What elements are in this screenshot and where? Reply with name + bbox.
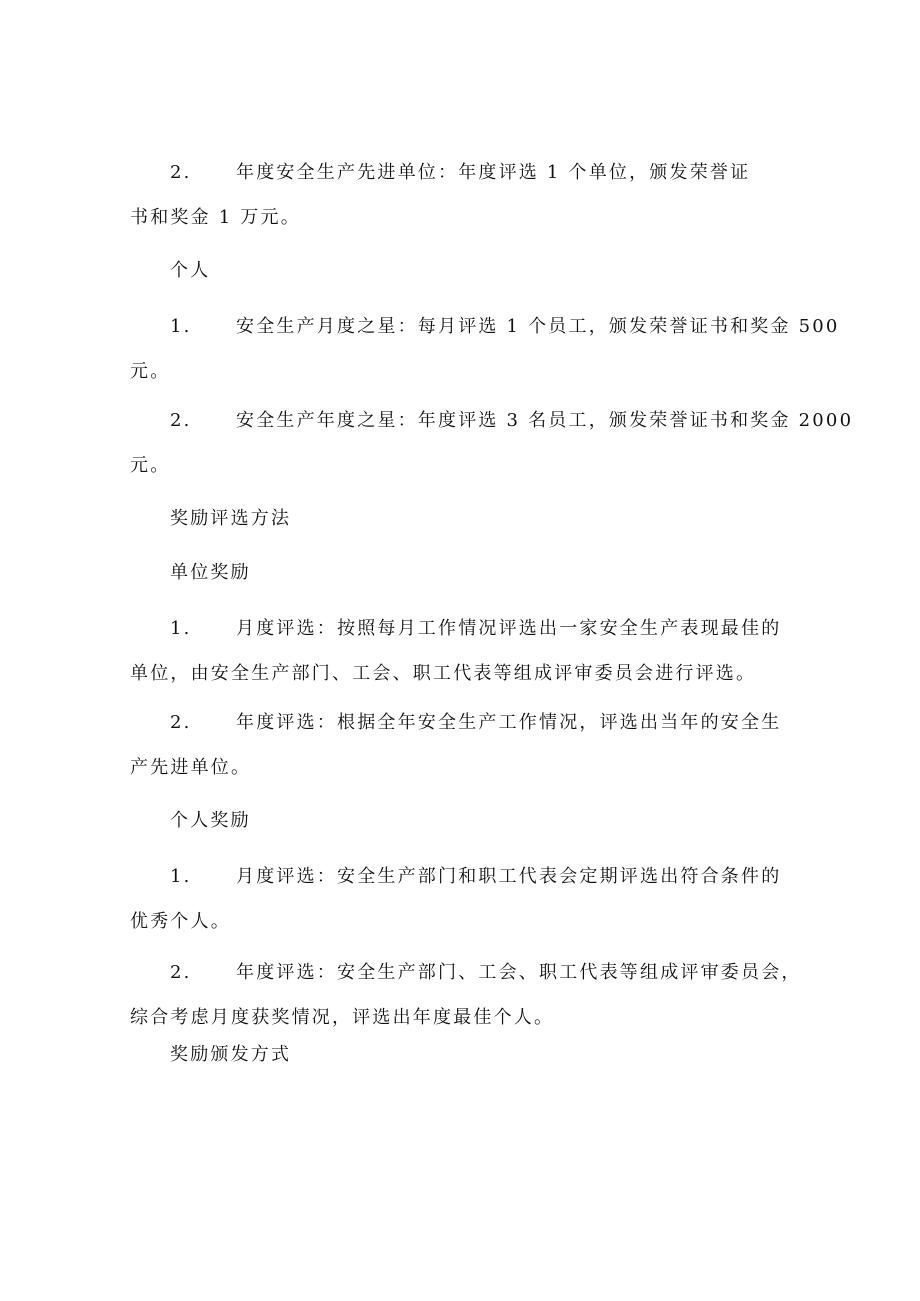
paragraph-line: 元。	[130, 361, 171, 382]
item-text: 月度评选：安全生产部门和职工代表会定期评选出符合条件的	[236, 866, 782, 887]
indiv-award-1	[130, 304, 840, 394]
item-number: 1.	[170, 316, 192, 337]
item-text: 安全生产月度之星：每月评选 1 个员工，颁发荣誉证书和奖金 500	[236, 316, 840, 337]
paragraph-line: 优秀个人。	[130, 911, 231, 932]
heading-personal-award: 个人奖励	[170, 810, 251, 831]
heading-award-issuance: 奖励颁发方式	[170, 1044, 292, 1065]
unit-award-2	[130, 150, 790, 240]
paragraph-line	[130, 854, 790, 899]
indiv-award-2	[130, 398, 854, 488]
paragraph-line	[130, 606, 790, 651]
item-number: 2.	[170, 962, 192, 983]
item-number: 2.	[170, 712, 192, 733]
item-text: 安全生产年度之星：年度评选 3 名员工，颁发荣誉证书和奖金 2000	[236, 410, 854, 431]
item-number: 2.	[170, 162, 192, 183]
paragraph-line: 书和奖金 1 万元。	[130, 207, 301, 228]
item-text: 月度评选：按照每月工作情况评选出一家安全生产表现最佳的	[236, 618, 782, 639]
heading-individual: 个人	[170, 260, 211, 281]
paragraph-line: 单位，由安全生产部门、工会、职工代表等组成评审委员会进行评选。	[130, 663, 757, 684]
item-number: 1.	[170, 618, 192, 639]
paragraph-line	[130, 950, 802, 995]
paragraph-line	[130, 398, 854, 443]
paragraph-line: 元。	[130, 455, 171, 476]
item-text: 年度评选：安全生产部门、工会、职工代表等组成评审委员会，	[236, 962, 802, 983]
unit-method-1	[130, 606, 790, 696]
paragraph-line: 产先进单位。	[130, 757, 252, 778]
unit-method-2	[130, 700, 790, 790]
paragraph-line	[130, 700, 790, 745]
paragraph-line	[130, 304, 840, 349]
personal-method-1	[130, 854, 790, 944]
heading-award-method: 奖励评选方法	[170, 508, 292, 529]
item-number: 2.	[170, 410, 192, 431]
heading-unit-award: 单位奖励	[170, 562, 251, 583]
item-text: 年度评选：根据全年安全生产工作情况，评选出当年的安全生	[236, 712, 782, 733]
personal-method-2	[130, 950, 802, 1040]
item-number: 1.	[170, 866, 192, 887]
paragraph-line: 综合考虑月度获奖情况，评选出年度最佳个人。	[130, 1007, 555, 1028]
item-text: 年度安全生产先进单位：年度评选 1 个单位，颁发荣誉证	[236, 162, 751, 183]
paragraph-line	[130, 150, 790, 195]
